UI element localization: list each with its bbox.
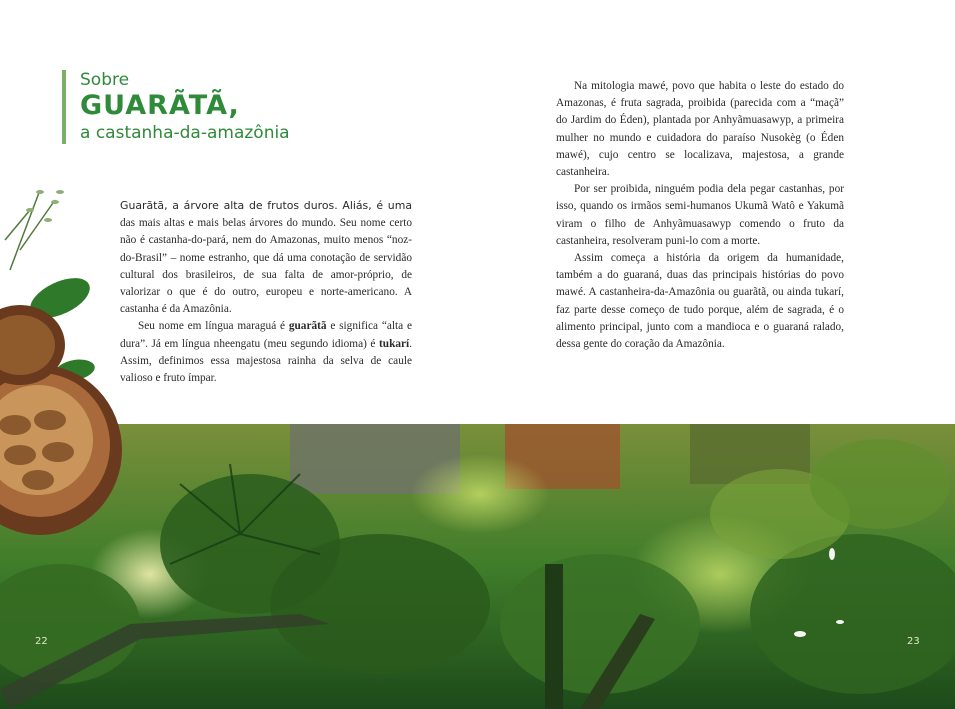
paragraph-text: das mais altas e mais belas árvores do mundo. Seu nome certo não é castanha-do-pará, nem do Amazonas, muito menos “noz-do-Brasil” – nome estranho, que dá uma conotação de servidão cultural dos brasileiros, de sua falta de amor-próprio, de valorizar o que é do outro, europeu e norte-americano. A castanha é da Amazônia. [120,217,412,316]
brazil-nut-illustration [0,180,130,550]
page-number-left: 22 [35,636,48,647]
title-block [62,70,290,144]
paragraph-lead: Guarãtã, a árvore alta de frutos duros. Aliás, é uma [120,199,412,212]
right-text-column [556,78,844,353]
term-tukari: tukarí [379,337,410,350]
forest-illustration [0,424,955,709]
term-guaratã: guarãtã [288,320,327,333]
paragraph-1 [120,197,412,318]
paragraph-4: Por ser proibida, ninguém podia dela pegar castanhas, por isso, quando os irmãos semi-humanos Ukumã Watô e Yakumã viram o filho de Anhyãmuasawyp comendo o fruto da castanheira, resolveram puni-lo com a morte. [556,183,844,247]
title-main: GUARÃTÃ, [80,90,240,121]
title-subtitle: a castanha-da-amazônia [80,123,290,143]
paragraph-text: e significa “alta e dura”. Já em língua nheengatu (meu segundo idioma) é [120,320,413,350]
paragraph-text: Seu nome em língua maraguá é [138,320,289,333]
paragraph-2 [120,318,412,387]
paragraph-text: . Assim, definimos essa majestosa rainha da selva de caule valioso e fruto ímpar. [120,337,412,385]
paragraph-5: Assim começa a história da origem da humanidade, também a do guaraná, duas das principais histórias do povo mawé. A castanheira-da-Amazônia ou guarãtã, ou ainda tukarí, faz parte desse começo de tudo porque, além de sagrada, é o alimento principal, junto com a mandioca e o guaraná ralado, dessa gente do coração da Amazônia. [556,252,844,351]
title-prefix: Sobre [80,70,130,90]
page-number-right: 23 [907,636,920,647]
left-text-column [120,197,412,387]
paragraph-3: Na mitologia mawé, povo que habita o leste do estado do Amazonas, é fruta sagrada, proibida (parecida com a “maçã” do Jardim do Éden), plantada por Anhyãmuasawyp, a primeira mulher no mundo e cuidadora do paraíso Nusokèg (o Éden mawé), cujo centro se localizava, majestosa, a grande castanheira. [556,80,844,179]
